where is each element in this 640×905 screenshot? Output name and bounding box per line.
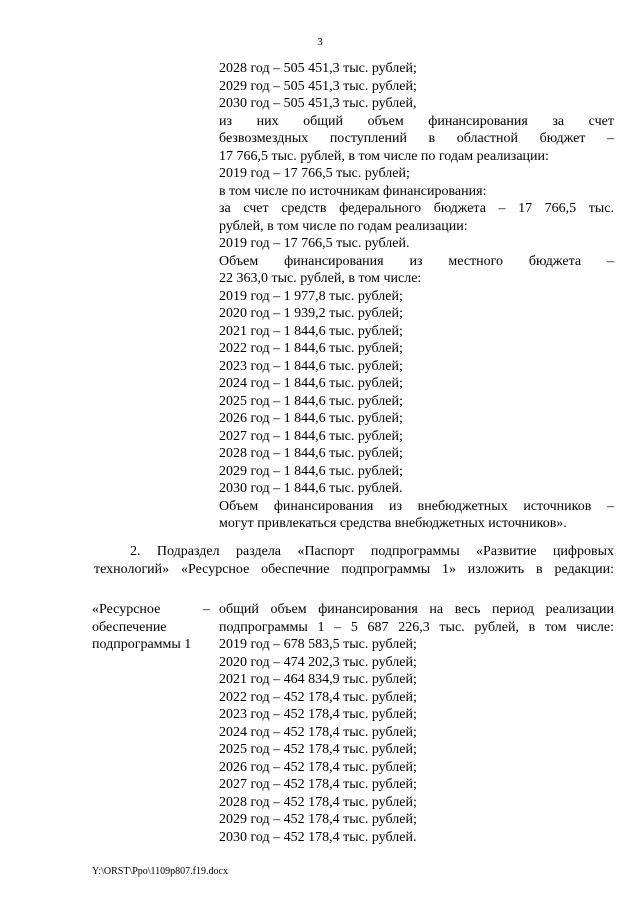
passport-label (92, 601, 212, 654)
text-line: за счет средств федерального бюджета – 17 766,5 тыс. (219, 201, 614, 216)
text-line: 2. Подраздел раздела «Паспорт подпрограммы «Развитие цифровых (130, 544, 614, 559)
text-line: Объем финансирования из внебюджетных источников – (219, 498, 614, 514)
text-line: 2021 год – 464 834,9 тыс. рублей; (219, 672, 417, 687)
text-line: безвозмездных поступлений в областной бюджет – (219, 131, 614, 146)
passport-value (219, 601, 614, 846)
text-line: 2027 год – 452 178,4 тыс. рублей; (219, 777, 417, 792)
text-line: 2022 год – 1 844,6 тыс. рублей; (219, 341, 403, 356)
text-line: 2028 год – 505 451,3 тыс. рублей; (219, 61, 417, 76)
text-line: из них общий объем финансирования за счет (219, 113, 614, 129)
text-line: 2028 год – 452 178,4 тыс. рублей; (219, 794, 417, 810)
text-line: 2024 год – 452 178,4 тыс. рублей; (219, 724, 417, 740)
text-line: 2025 год – 452 178,4 тыс. рублей; (219, 742, 417, 757)
text-line: 2029 год – 505 451,3 тыс. рублей; (219, 78, 417, 94)
text-line: 2026 год – 452 178,4 тыс. рублей; (219, 759, 417, 775)
text-line: в том числе по источникам финансирования: (219, 183, 487, 199)
text-line: 17 766,5 тыс. рублей, в том числе по годам реализации: (219, 148, 549, 164)
text-line: 2029 год – 452 178,4 тыс. рублей; (219, 812, 417, 827)
page-number: 3 (317, 36, 323, 48)
text-line: 2030 год – 1 844,6 тыс. рублей. (219, 481, 403, 496)
text-line: 22 363,0 тыс. рублей, в том числе: (219, 271, 422, 286)
text-line: 2019 год – 17 766,5 тыс. рублей; (219, 166, 410, 181)
text-line: 2023 год – 1 844,6 тыс. рублей; (219, 358, 403, 374)
text-line: 2025 год – 1 844,6 тыс. рублей; (219, 393, 403, 409)
text-line: 2020 год – 1 939,2 тыс. рублей; (219, 306, 403, 321)
section-2-paragraph (94, 543, 614, 578)
file-path-footer: Y:\ORST\Ppo\1109p807.f19.docx (92, 866, 228, 877)
text-line: 2027 год – 1 844,6 тыс. рублей; (219, 428, 403, 444)
text-line: 2019 год – 17 766,5 тыс. рублей. (219, 236, 410, 251)
text-line: 2022 год – 452 178,4 тыс. рублей; (219, 689, 417, 705)
text-line: обеспечение (92, 619, 167, 635)
text-line: рублей, в том числе по годам реализации: (219, 218, 468, 234)
text-line: 2030 год – 452 178,4 тыс. рублей. (219, 829, 417, 845)
text-line: 2029 год – 1 844,6 тыс. рублей; (219, 463, 403, 479)
text-line: Объем финансирования из местного бюджета – (219, 253, 614, 269)
text-line: 2023 год – 452 178,4 тыс. рублей; (219, 707, 417, 722)
text-line: подпрограммы 1 (92, 637, 192, 652)
text-line: 2019 год – 678 583,5 тыс. рублей; (219, 637, 417, 652)
text-line: подпрограммы 1 – 5 687 226,3 тыс. рублей, в том числе: (219, 619, 614, 635)
text-line: 2028 год – 1 844,6 тыс. рублей; (219, 446, 403, 461)
text-line: 2019 год – 1 977,8 тыс. рублей; (219, 288, 403, 304)
funding-continuation-block (219, 60, 614, 533)
text-line: «Ресурсное (92, 602, 161, 617)
text-line: технологий» «Ресурсное обеспечние подпрограммы 1» изложить в редакции: (94, 561, 614, 577)
text-line: 2024 год – 1 844,6 тыс. рублей; (219, 376, 403, 391)
text-line: общий объем финансирования на весь период реализации (219, 602, 614, 617)
text-line: 2020 год – 474 202,3 тыс. рублей; (219, 654, 417, 670)
text-line: могут привлекаться средства внебюджетных источников». (219, 516, 567, 531)
text-line: 2021 год – 1 844,6 тыс. рублей; (219, 323, 403, 339)
text-line: 2026 год – 1 844,6 тыс. рублей; (219, 411, 403, 426)
text-line: 2030 год – 505 451,3 тыс. рублей, (219, 96, 417, 111)
passport-dash: – (203, 602, 210, 617)
